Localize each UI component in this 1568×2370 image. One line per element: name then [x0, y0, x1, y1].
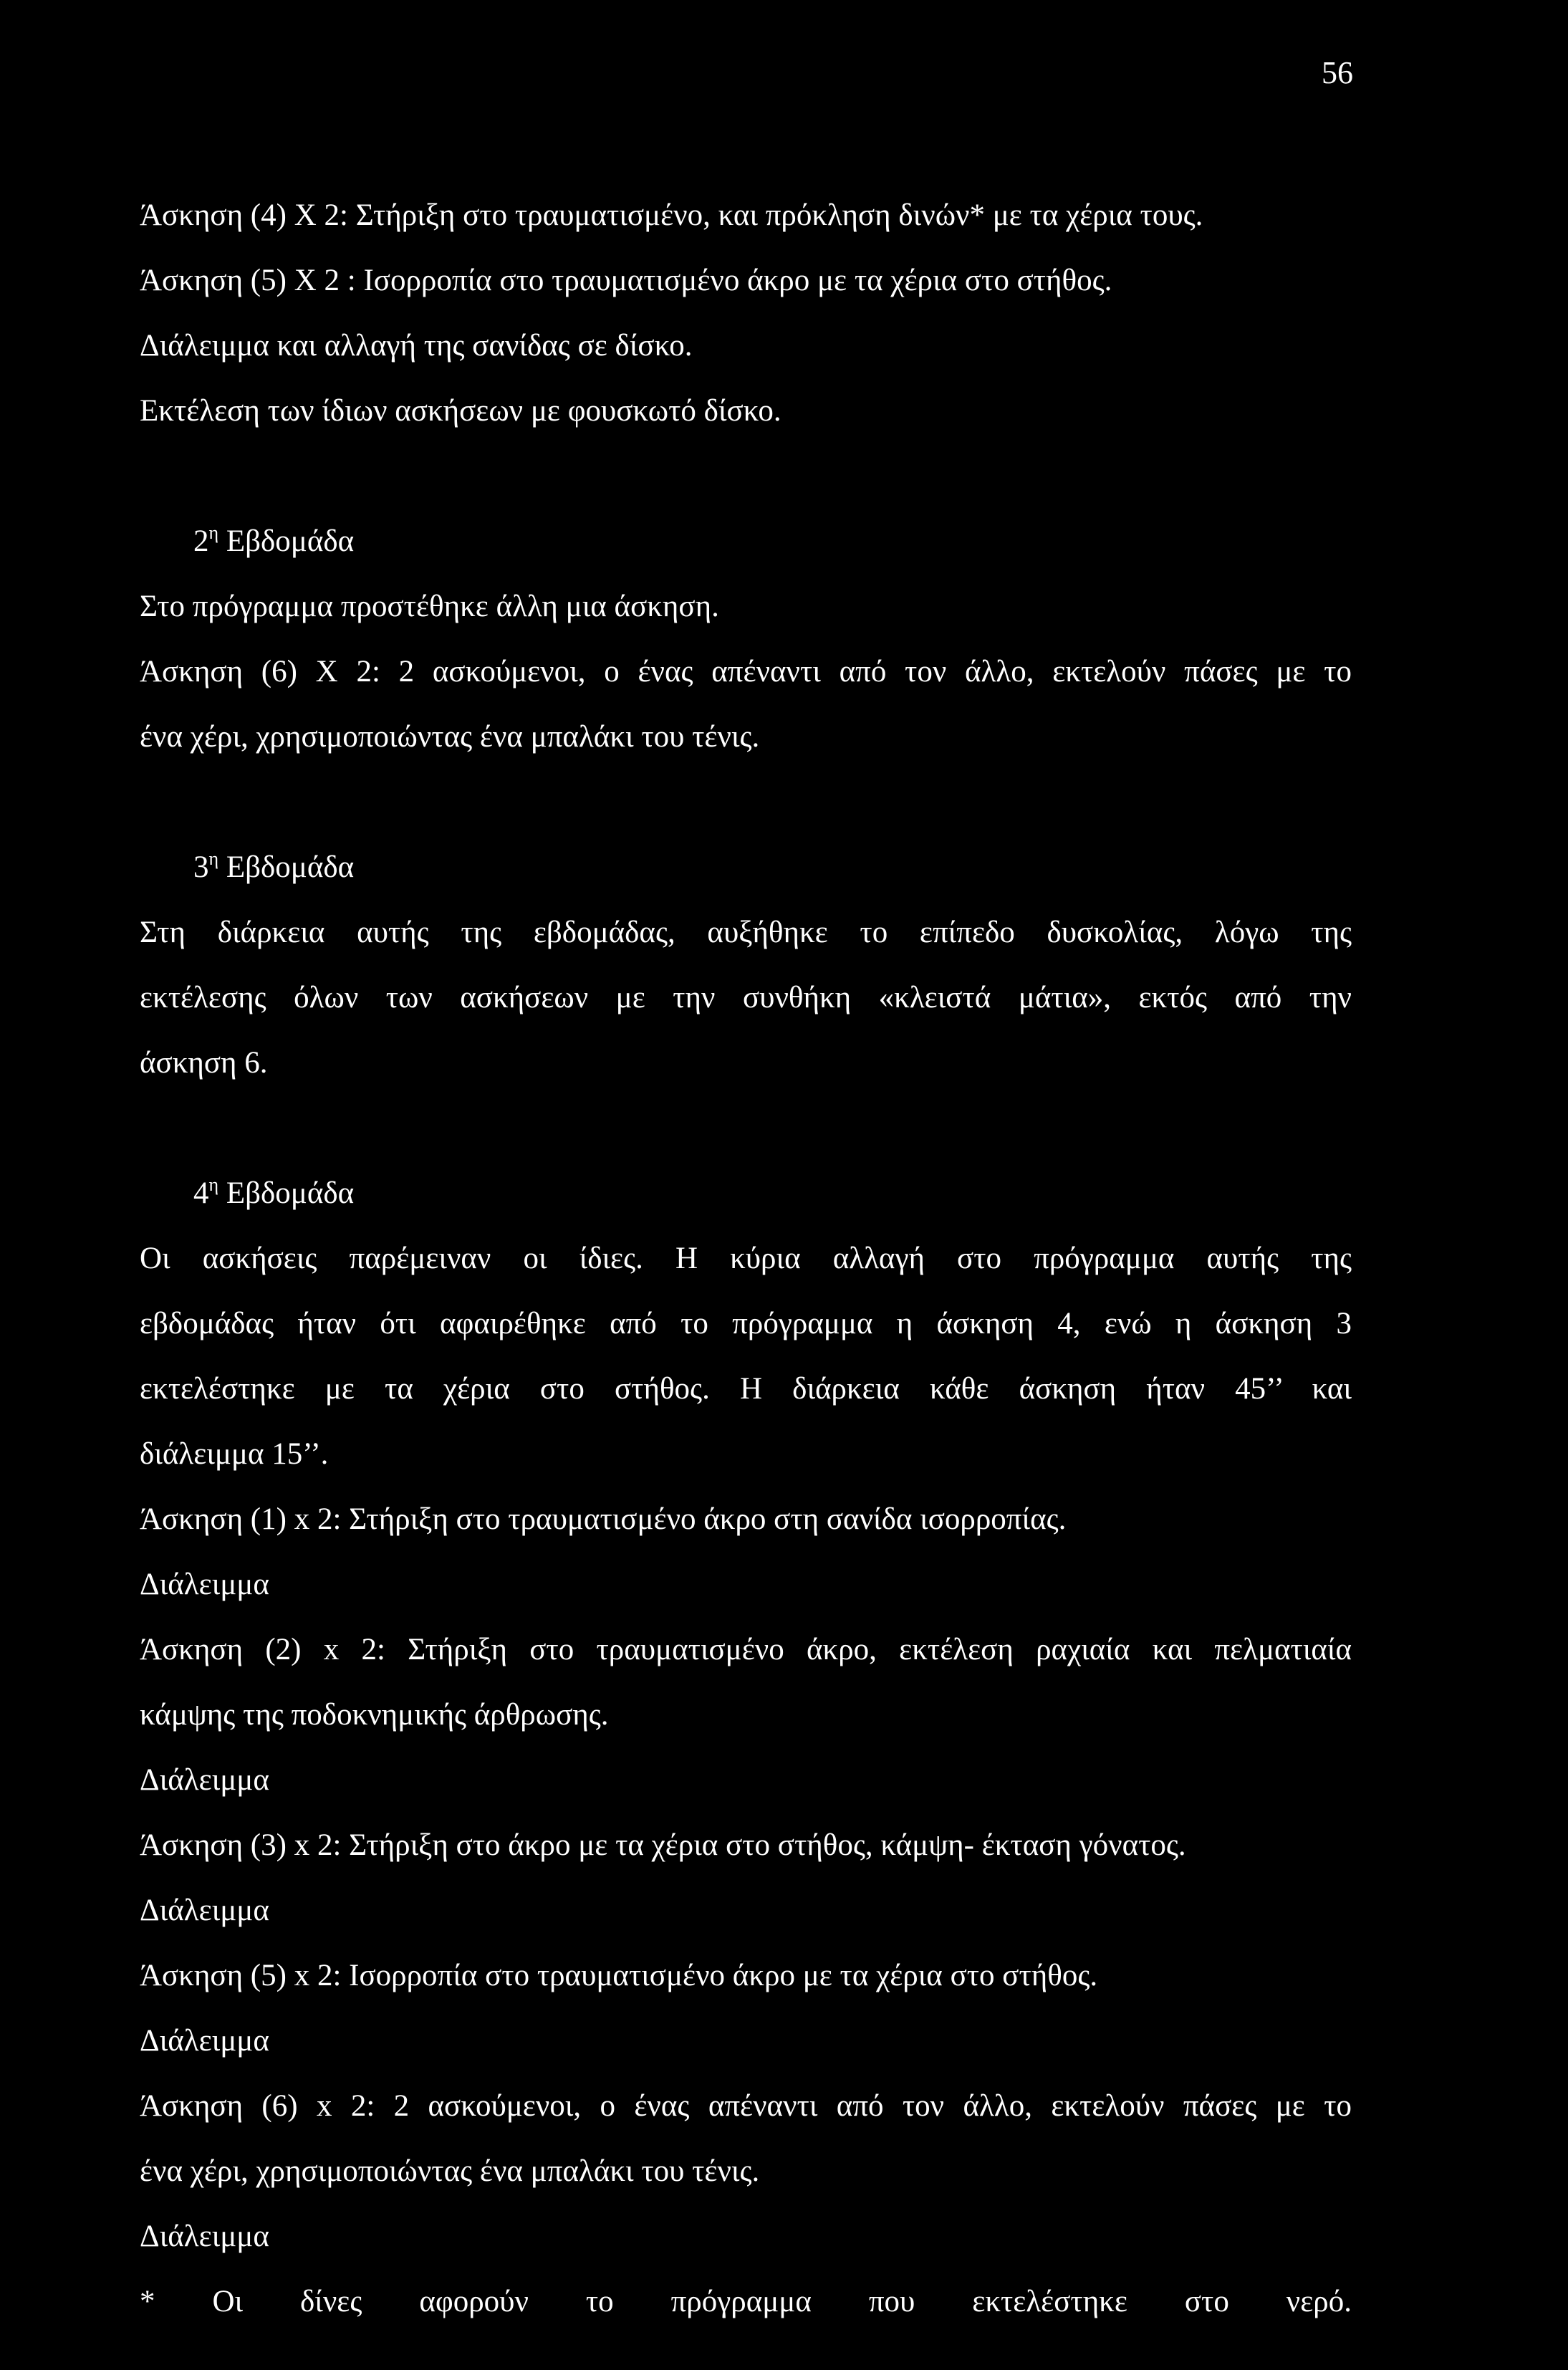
ordinal-suffix: η	[208, 522, 219, 543]
exercise-line: Άσκηση (4) Χ 2: Στήριξη στο τραυματισμένο, και πρόκληση δινών* με τα χέρια τους.	[140, 198, 1203, 232]
exercise-line: Εκτέλεση των ίδιων ασκήσεων με φουσκωτό δίσκο.	[140, 394, 781, 428]
week-number: 3	[193, 850, 209, 884]
exercise-list-week1	[140, 183, 1352, 443]
paragraph-line: διάλειμμα 15’’.	[140, 1437, 329, 1471]
week-title: Εβδομάδα	[226, 524, 355, 558]
week-heading	[140, 835, 1352, 900]
paragraph-line: Στη διάρκεια αυτής της εβδομάδας, αυξήθηκε το επίπεδο δυσκολίας, λόγω της	[140, 916, 1352, 949]
week-number: 4	[193, 1176, 209, 1210]
week-heading	[140, 509, 1352, 574]
week-number: 2	[193, 524, 209, 558]
exercise-line: ένα χέρι, χρησιμοποιώντας ένα μπαλάκι του τένις.	[140, 720, 760, 754]
week-2-section	[140, 509, 1352, 769]
exercise-line: ένα χέρι, χρησιμοποιώντας ένα μπαλάκι του τένις.	[140, 2154, 760, 2188]
page-number: 56	[1322, 55, 1353, 90]
ordinal-suffix: η	[208, 848, 219, 869]
break-line: Διάλειμμα	[140, 1763, 269, 1797]
break-line: Διάλειμμα	[140, 2024, 269, 2058]
exercise-line: Άσκηση (6) x 2: 2 ασκούμενοι, ο ένας απέναντι από τον άλλο, εκτελούν πάσες με το	[140, 2089, 1352, 2123]
document-body	[140, 183, 1352, 2334]
week-title: Εβδομάδα	[226, 850, 355, 884]
paragraph-line: Στο πρόγραμμα προστέθηκε άλλη μια άσκηση.	[140, 590, 719, 623]
spacer	[140, 1095, 1352, 1161]
paragraph-line: άσκηση 6.	[140, 1046, 268, 1080]
footnote: * Οι δίνες αφορούν το πρόγραμμα που εκτελέστηκε στο νερό.	[140, 2285, 1352, 2318]
week-heading	[140, 1161, 1352, 1226]
ordinal-suffix: η	[208, 1174, 219, 1195]
exercise-line: Άσκηση (3) x 2: Στήριξη στο άκρο με τα χέρια στο στήθος, κάμψη- έκταση γόνατος.	[140, 1828, 1186, 1862]
exercise-line: Άσκηση (5) Χ 2 : Ισορροπία στο τραυματισμένο άκρο με τα χέρια στο στήθος.	[140, 264, 1112, 297]
paragraph-line: εβδομάδας ήταν ότι αφαιρέθηκε από το πρόγραμμα η άσκηση 4, ενώ η άσκηση 3	[140, 1307, 1352, 1340]
paragraph-line: εκτέλεσης όλων των ασκήσεων με την συνθήκη «κλειστά μάτια», εκτός από την	[140, 981, 1352, 1014]
paragraph-line: εκτελέστηκε με τα χέρια στο στήθος. Η διάρκεια κάθε άσκηση ήταν 45’’ και	[140, 1372, 1352, 1406]
exercise-line: Άσκηση (1) x 2: Στήριξη στο τραυματισμένο άκρο στη σανίδα ισορροπίας.	[140, 1502, 1067, 1536]
break-line: Διάλειμμα	[140, 1894, 269, 1927]
week-4-section	[140, 1161, 1352, 2269]
week-title: Εβδομάδα	[226, 1176, 355, 1210]
spacer	[140, 443, 1352, 509]
exercise-line: Άσκηση (6) Χ 2: 2 ασκούμενοι, ο ένας απέναντι από τον άλλο, εκτελούν πάσες με το	[140, 655, 1352, 689]
exercise-line: Άσκηση (2) x 2: Στήριξη στο τραυματισμένο άκρο, εκτέλεση ραχιαία και πελματιαία	[140, 1633, 1352, 1666]
exercise-line: Άσκηση (5) x 2: Ισορροπία στο τραυματισμένο άκρο με τα χέρια στο στήθος.	[140, 1959, 1098, 1992]
exercise-line: κάμψης της ποδοκνημικής άρθρωσης.	[140, 1698, 609, 1732]
spacer	[140, 769, 1352, 835]
break-line: Διάλειμμα	[140, 1568, 269, 1601]
break-line: Διάλειμμα και αλλαγή της σανίδας σε δίσκο.	[140, 329, 693, 363]
paragraph-line: Οι ασκήσεις παρέμειναν οι ίδιες. Η κύρια αλλαγή στο πρόγραμμα αυτής της	[140, 1242, 1352, 1275]
week-3-section	[140, 835, 1352, 1095]
break-line: Διάλειμμα	[140, 2220, 269, 2253]
